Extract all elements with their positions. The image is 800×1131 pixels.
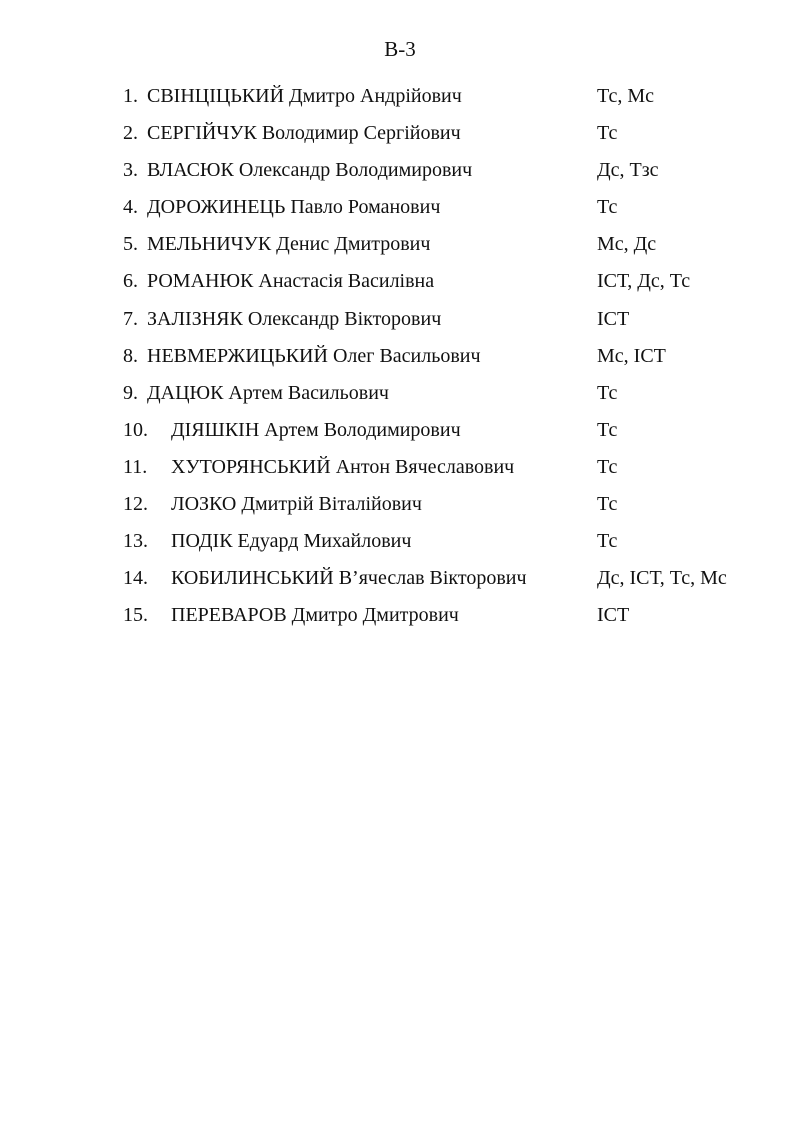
entry-tags: ІСТ, Дс, Тс: [597, 270, 691, 293]
entry-tags: Мс, ІСТ: [597, 344, 666, 367]
entry-name: РОМАНЮК Анастасія Василівна: [147, 270, 435, 293]
entry-number: 14.: [123, 567, 148, 590]
entry-name: КОБИЛИНСЬКИЙ В’ячеслав Вікторович: [171, 567, 527, 590]
list-item: [0, 83, 800, 120]
entry-number: 4.: [123, 196, 138, 219]
entry-tags: Тс: [597, 493, 618, 516]
entry-tags: Тс: [597, 122, 618, 145]
list-item: [0, 120, 800, 157]
entry-number: 13.: [123, 530, 148, 553]
entry-number: 9.: [123, 381, 138, 404]
entry-number: 2.: [123, 122, 138, 145]
list-item: [0, 380, 800, 417]
entry-number: 6.: [123, 270, 138, 293]
entry-tags: Дс, ІСТ, Тс, Мс: [597, 567, 727, 590]
entry-number: 3.: [123, 159, 138, 182]
list-item: [0, 454, 800, 491]
entry-name: СЕРГІЙЧУК Володимир Сергійович: [147, 122, 461, 145]
entry-name: ДОРОЖИНЕЦЬ Павло Романович: [147, 196, 441, 219]
list-item: [0, 417, 800, 454]
list-item: [0, 343, 800, 380]
entry-name: НЕВМЕРЖИЦЬКИЙ Олег Васильович: [147, 344, 481, 367]
entry-number: 10.: [123, 418, 148, 441]
entry-tags: ІСТ: [597, 307, 630, 330]
entry-tags: Тс: [597, 418, 618, 441]
list-item: [0, 194, 800, 231]
entry-tags: Дс, Тзс: [597, 159, 659, 182]
entry-tags: Тс: [597, 530, 618, 553]
list-item: [0, 602, 800, 639]
entry-name: ЗАЛІЗНЯК Олександр Вікторович: [147, 307, 442, 330]
page-title: В-3: [384, 37, 416, 61]
entry-tags: Мс, Дс: [597, 233, 657, 256]
entry-tags: ІСТ: [597, 604, 630, 627]
entry-list: [0, 83, 800, 639]
entry-name: ДІЯШКІН Артем Володимирович: [171, 418, 461, 441]
entry-number: 11.: [123, 455, 148, 478]
entry-number: 15.: [123, 604, 148, 627]
entry-tags: Тс: [597, 381, 618, 404]
entry-name: ПЕРЕВАРОВ Дмитро Дмитрович: [171, 604, 459, 627]
entry-name: ДАЦЮК Артем Васильович: [147, 381, 389, 404]
entry-tags: Тс, Мс: [597, 85, 654, 107]
entry-number: 8.: [123, 344, 138, 367]
entry-number: 5.: [123, 233, 138, 256]
entry-name: МЕЛЬНИЧУК Денис Дмитрович: [147, 233, 431, 256]
list-item: [0, 528, 800, 565]
entry-name: ВЛАСЮК Олександр Володимирович: [147, 159, 473, 182]
entry-number: 7.: [123, 307, 138, 330]
list-item: [0, 306, 800, 343]
list-item: [0, 491, 800, 528]
list-item: [0, 268, 800, 305]
entry-tags: Тс: [597, 455, 618, 478]
entry-number: 1.: [123, 85, 138, 107]
list-item: [0, 231, 800, 268]
entry-name: ХУТОРЯНСЬКИЙ Антон Вячеславович: [171, 455, 515, 478]
list-item: [0, 157, 800, 194]
entry-name: ЛОЗКО Дмитрій Віталійович: [171, 493, 422, 516]
entry-name: СВІНЦІЦЬКИЙ Дмитро Андрійович: [147, 85, 462, 107]
entry-number: 12.: [123, 493, 148, 516]
list-item: [0, 565, 800, 602]
entry-tags: Тс: [597, 196, 618, 219]
entry-name: ПОДІК Едуард Михайлович: [171, 530, 412, 553]
